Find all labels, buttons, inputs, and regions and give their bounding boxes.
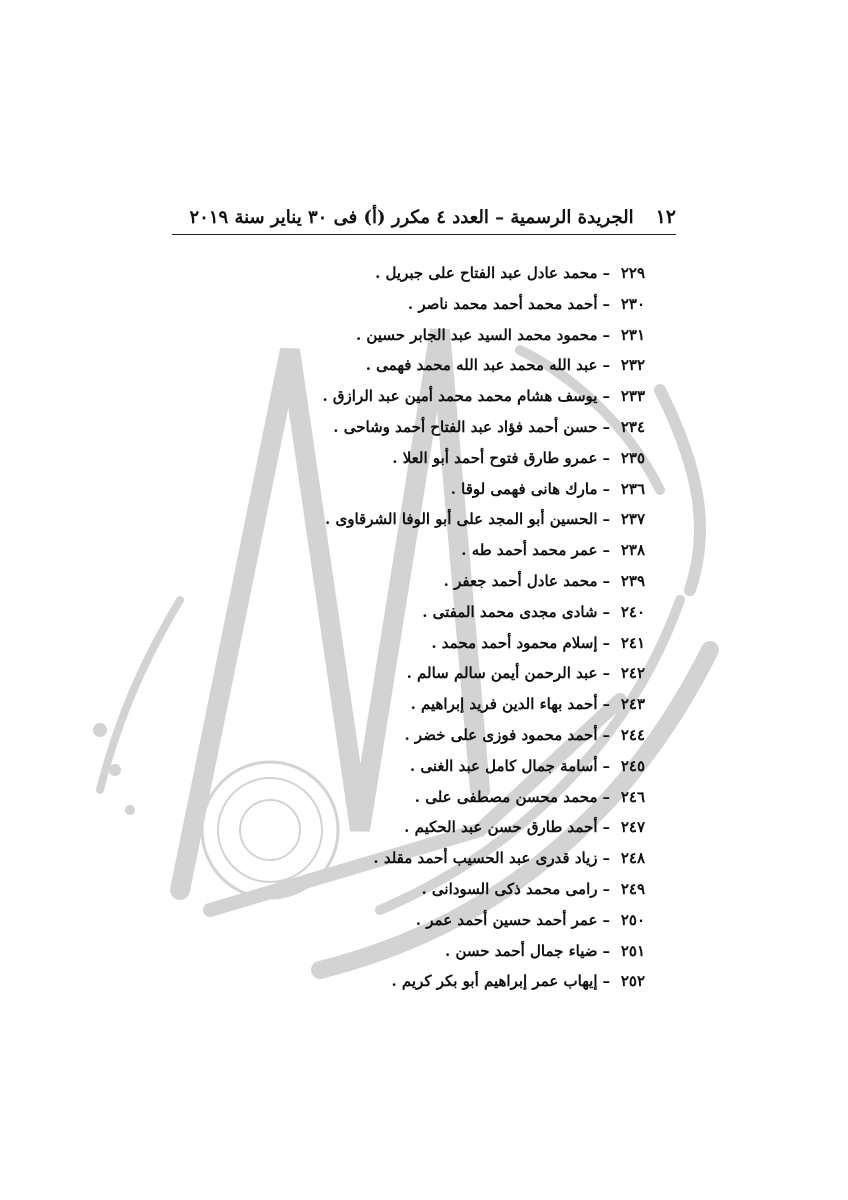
entry-name: محمد عادل أحمد جعفر .	[443, 571, 598, 590]
entry-number: ٢٣٢	[620, 356, 645, 375]
entry-name: عمر أحمد حسين أحمد عمر .	[415, 910, 598, 929]
list-item	[205, 905, 645, 936]
list-item	[205, 412, 645, 443]
list-item	[205, 812, 645, 843]
list-item	[205, 597, 645, 628]
entry-dash: –	[602, 756, 610, 775]
entry-number: ٢٣٧	[620, 510, 645, 529]
entry-dash: –	[602, 664, 610, 683]
list-item	[205, 843, 645, 874]
entry-number: ٢٤٢	[620, 664, 645, 683]
entry-name: عبد الرحمن أيمن سالم سالم .	[406, 664, 598, 683]
entry-name: أحمد محمود فوزى على خضر .	[404, 725, 598, 744]
entry-number: ٢٥١	[620, 941, 645, 960]
entry-number: ٢٤٧	[620, 818, 645, 837]
entry-name: شادى مجدى محمد المفتى .	[422, 602, 598, 621]
entry-name: أحمد طارق حسن عبد الحكيم .	[404, 818, 598, 837]
entry-number: ٢٣١	[620, 325, 645, 344]
entry-name: أسامة جمال كامل عبد الغنى .	[409, 756, 598, 775]
entry-name: ضياء جمال أحمد حسن .	[445, 941, 598, 960]
list-item	[205, 474, 645, 505]
entry-number: ٢٤٤	[620, 725, 645, 744]
entry-dash: –	[602, 510, 610, 529]
entry-number: ٢٤٣	[620, 695, 645, 714]
list-item	[205, 689, 645, 720]
entry-number: ٢٤٨	[620, 849, 645, 868]
list-item	[205, 751, 645, 782]
entry-name: محمود محمد السيد عبد الجابر حسين .	[355, 325, 598, 344]
list-item	[205, 320, 645, 351]
entry-dash: –	[602, 356, 610, 375]
entry-number: ٢٣٩	[620, 571, 645, 590]
entry-number: ٢٢٩	[620, 264, 645, 282]
entry-dash: –	[602, 602, 610, 621]
entry-dash: –	[602, 417, 610, 436]
entry-number: ٢٣٤	[620, 417, 645, 436]
list-item	[205, 720, 645, 751]
entry-name: أحمد بهاء الدين فريد إبراهيم .	[410, 695, 598, 714]
list-item	[205, 658, 645, 689]
entry-number: ٢٤١	[620, 633, 645, 652]
entry-name: زياد قدرى عبد الحسيب أحمد مقلد .	[373, 849, 598, 868]
page-number: ١٢	[655, 206, 676, 228]
entry-number: ٢٣٠	[620, 294, 645, 313]
list-item	[205, 381, 645, 412]
page-header	[172, 200, 676, 235]
entry-number: ٢٣٥	[620, 448, 645, 467]
list-item	[205, 966, 645, 997]
entry-number: ٢٤٥	[620, 756, 645, 775]
entry-dash: –	[602, 264, 610, 282]
entry-name: أحمد محمد أحمد محمد ناصر .	[407, 294, 598, 313]
entry-dash: –	[602, 818, 610, 837]
entry-name: إيهاب عمر إبراهيم أبو بكر كريم .	[391, 972, 598, 991]
list-item	[205, 628, 645, 659]
entry-number: ٢٤٦	[620, 787, 645, 806]
list-item	[205, 443, 645, 474]
entry-dash: –	[602, 479, 610, 498]
entry-dash: –	[602, 879, 610, 898]
entry-dash: –	[602, 787, 610, 806]
entry-dash: –	[602, 910, 610, 929]
entry-name: رامى محمد ذكى السودانى .	[421, 879, 598, 898]
entry-number: ٢٥٢	[620, 972, 645, 991]
entry-number: ٢٣٨	[620, 541, 645, 560]
entry-name: يوسف هشام محمد محمد أمين عبد الرازق .	[322, 387, 598, 406]
entry-dash: –	[602, 972, 610, 991]
entry-dash: –	[602, 941, 610, 960]
list-item	[205, 504, 645, 535]
list-item	[205, 566, 645, 597]
list-item	[205, 874, 645, 905]
entry-dash: –	[602, 541, 610, 560]
list-item	[205, 782, 645, 813]
entry-dash: –	[602, 294, 610, 313]
entry-dash: –	[602, 849, 610, 868]
entry-name: محمد عادل عبد الفتاح على جبريل .	[375, 264, 598, 282]
entry-dash: –	[602, 448, 610, 467]
list-item	[205, 289, 645, 320]
entry-dash: –	[602, 695, 610, 714]
entry-name: عمرو طارق فتوح أحمد أبو العلا .	[392, 448, 598, 467]
entry-dash: –	[602, 725, 610, 744]
list-item	[205, 535, 645, 566]
entry-number: ٢٣٣	[620, 387, 645, 406]
entry-name: مارك هانى فهمى لوقا .	[450, 479, 598, 498]
entry-dash: –	[602, 325, 610, 344]
entry-dash: –	[602, 633, 610, 652]
entry-name: محمد محسن مصطفى على .	[414, 787, 598, 806]
entry-number: ٢٥٠	[620, 910, 645, 929]
entry-dash: –	[602, 571, 610, 590]
entry-number: ٢٤٠	[620, 602, 645, 621]
gazette-title: الجريدة الرسمية – العدد ٤ مكرر (أ) فى ٣٠ يناير سنة ٢٠١٩	[189, 206, 634, 228]
entry-number: ٢٣٦	[620, 479, 645, 498]
entry-name: عمر محمد أحمد طه .	[461, 541, 598, 560]
entry-name: الحسين أبو المجد على أبو الوفا الشرقاوى .	[325, 510, 598, 529]
name-list	[205, 258, 645, 997]
entry-name: إسلام محمود أحمد محمد .	[431, 633, 598, 652]
list-item	[205, 936, 645, 967]
entry-dash: –	[602, 387, 610, 406]
entry-name: حسن أحمد فؤاد عبد الفتاح أحمد وشاحى .	[333, 417, 598, 436]
list-item	[205, 258, 645, 289]
entry-name: عبد الله محمد عبد الله محمد فهمى .	[365, 356, 598, 375]
entry-number: ٢٤٩	[620, 879, 645, 898]
list-item	[205, 350, 645, 381]
